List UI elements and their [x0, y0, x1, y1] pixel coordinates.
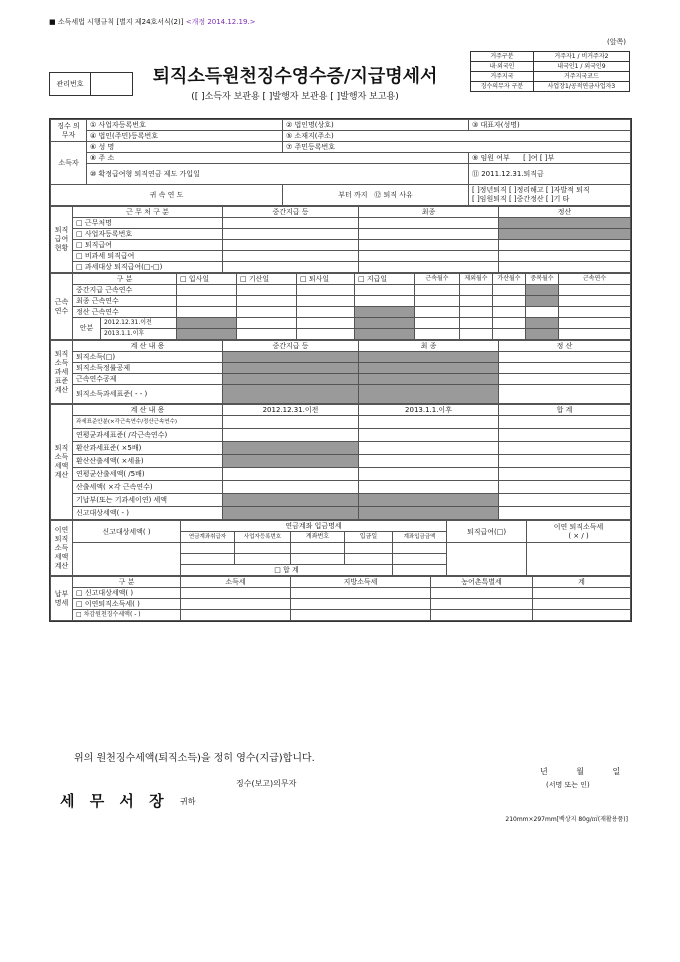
residency-box: [470, 51, 630, 92]
workplace-head-type: 근 무 처 구 분: [73, 207, 223, 218]
fixed-deduction-label: 퇴직소득정률공제: [73, 363, 223, 374]
cell[interactable]: [499, 363, 631, 374]
payment-withholding-label: □ 차감원천징수세액( - ): [73, 610, 181, 621]
belong-period[interactable]: [283, 185, 469, 206]
cell[interactable]: [345, 543, 393, 554]
nationality-value: 내국인1 / 외국인9: [533, 62, 629, 72]
form-reference: [49, 18, 256, 27]
cell[interactable]: [181, 543, 235, 554]
payment-head-local-tax: 지방소득세: [291, 577, 431, 588]
cell[interactable]: [493, 285, 526, 296]
country-row: [471, 72, 630, 82]
cell[interactable]: [393, 543, 447, 554]
cell[interactable]: [499, 468, 631, 481]
cell[interactable]: [499, 507, 631, 520]
payer-signature-label: 징수(보고)의무자: [236, 779, 297, 788]
cell[interactable]: [359, 416, 499, 429]
cell-shaded: [223, 507, 359, 520]
cell[interactable]: [237, 329, 297, 340]
issue-date[interactable]: 년 월 일: [540, 767, 621, 776]
cell-shaded: [526, 318, 559, 329]
cell[interactable]: [237, 307, 297, 318]
nationality-label: 내·외국인: [471, 62, 534, 72]
representative-field[interactable]: ③ 대표자(성명): [469, 120, 631, 131]
deferred-tax-title: 이연 퇴직소득세: [553, 522, 604, 531]
executive-options: [ ]여 [ ]부: [523, 154, 555, 162]
taxcalc-section-label: 퇴직 소득 세액 계산: [51, 405, 73, 520]
cell-shaded: [223, 442, 359, 455]
cell[interactable]: [223, 468, 359, 481]
cell[interactable]: [223, 229, 359, 240]
cell[interactable]: [559, 285, 631, 296]
payment-section-label: 납부 명세: [51, 577, 73, 621]
cell[interactable]: [527, 543, 631, 576]
pension-col-amount: 계좌입금금액: [393, 532, 447, 543]
cell[interactable]: [181, 588, 291, 599]
cell[interactable]: [393, 554, 447, 565]
cell[interactable]: [499, 385, 631, 404]
taxbase-section-label: 퇴직 소득 과세 표준 계산: [51, 341, 73, 404]
cell[interactable]: [359, 218, 499, 229]
cell[interactable]: [345, 554, 393, 565]
cell-shaded: [355, 329, 415, 340]
cell[interactable]: [223, 416, 359, 429]
cell[interactable]: [499, 251, 631, 262]
pension-join-date-field[interactable]: ⑩ 확정급여형 퇴직연금 제도 가입일: [87, 164, 469, 185]
residency-label: 거주구분: [471, 52, 534, 62]
cell-shaded: [223, 494, 359, 507]
taxcalc-row-label: 연평균산출세액( /5배): [73, 468, 223, 481]
taxable-pay-label: □ 과세대상 퇴직급여(□-□): [73, 262, 223, 273]
retire-reason-label: ⑫ 퇴직 사유: [374, 190, 413, 199]
deferred-section-label: 이연 퇴직 소득 세액 계산: [51, 521, 73, 576]
service-mid-label: 중간지급 근속연수: [73, 285, 177, 296]
cell[interactable]: [499, 262, 631, 273]
service-head-add: 가산월수: [493, 274, 526, 285]
retire-reason-row2: [ ]임원퇴직 [ ]중간정산 [ ]기 타: [472, 195, 570, 203]
recipient-address-field[interactable]: ⑧ 주 소: [87, 153, 469, 164]
cell[interactable]: [415, 296, 460, 307]
cell-shaded: [223, 455, 359, 468]
cell[interactable]: [493, 318, 526, 329]
cell-shaded: [359, 507, 499, 520]
taxcalc-row-label: 환산산출세액( ×세율): [73, 455, 223, 468]
belong-period-text: 부터 까지: [338, 190, 368, 199]
service-head-excl: 제외월수: [460, 274, 493, 285]
cell[interactable]: [493, 307, 526, 318]
cell[interactable]: [447, 543, 527, 576]
tax-office: 세 무 서 장: [60, 792, 169, 810]
service-final-label: 최종 근속연수: [73, 296, 177, 307]
cell-shaded: [526, 285, 559, 296]
taxcalc-section: [50, 404, 631, 520]
revision-date: <개정 2014.12.19.>: [185, 18, 256, 26]
cell[interactable]: [291, 588, 431, 599]
service-head-type: 구 분: [73, 274, 177, 285]
nontax-pay-label: □ 비과세 퇴직급여: [73, 251, 223, 262]
service-deduction-label: 근속연수공제: [73, 374, 223, 385]
cell-shaded: [177, 318, 237, 329]
cell[interactable]: [297, 329, 355, 340]
cell-shaded: [355, 307, 415, 318]
service-head-join: □ 입사일: [177, 274, 237, 285]
pension-col-provider: 연금계좌취급자: [181, 532, 235, 543]
cell[interactable]: [559, 329, 631, 340]
cell[interactable]: [460, 285, 493, 296]
retire-pay-label: □ 퇴직급여: [73, 240, 223, 251]
business-number-field[interactable]: ① 사업자등록번호: [87, 120, 283, 131]
workplace-head-mid: 중간지급 등: [223, 207, 359, 218]
cell-shaded: [223, 363, 359, 374]
party-section: [50, 119, 631, 206]
cell[interactable]: [73, 543, 181, 576]
payment-deferred-label: □ 이연퇴직소득세( ): [73, 599, 181, 610]
cell[interactable]: [431, 588, 533, 599]
cell[interactable]: [460, 296, 493, 307]
taxcalc-row-label: 신고대상세액( - ): [73, 507, 223, 520]
form-number: ■ 소득세법 시행규칙 [별지 제24호서식(2)]: [49, 18, 184, 26]
cell[interactable]: [499, 352, 631, 363]
pension-col-bizno: 사업자등록번호: [235, 532, 291, 543]
pension-col-date: 입금일: [345, 532, 393, 543]
cell[interactable]: [223, 481, 359, 494]
pension-col-account: 계좌번호: [291, 532, 345, 543]
corp-number-field[interactable]: ④ 법인(주민)등록번호: [87, 131, 283, 142]
taxcalc-head-after: 2013.1.1.이후: [359, 405, 499, 416]
service-split-label: 안분: [73, 318, 101, 340]
cell[interactable]: [526, 307, 559, 318]
taxcalc-row-label: 산출세액( ×각 근속연수): [73, 481, 223, 494]
cell[interactable]: [237, 285, 297, 296]
country-value: 거주지국코드: [533, 72, 629, 82]
retire-reason-row1: [ ]정년퇴직 [ ]정리해고 [ ]자발적 퇴직: [472, 186, 590, 194]
cell[interactable]: [359, 429, 499, 442]
cell[interactable]: [291, 554, 345, 565]
taxbase-head-final: 최 종: [359, 341, 499, 352]
deferred-section: [50, 520, 631, 576]
taxbase-head-content: 계 산 내 용: [73, 341, 223, 352]
payer-type-row: [471, 82, 630, 92]
payment-head-total: 계: [533, 577, 631, 588]
cell[interactable]: [415, 307, 460, 318]
taxbase-head-settle: 정 산: [499, 341, 631, 352]
cell[interactable]: [297, 296, 355, 307]
cell[interactable]: [499, 455, 631, 468]
cell[interactable]: [181, 610, 291, 621]
cell[interactable]: [499, 494, 631, 507]
workplace-bizno-label: □ 사업자등록번호: [73, 229, 223, 240]
payment-section: [50, 576, 631, 621]
taxcalc-head-total: 합 계: [499, 405, 631, 416]
cell[interactable]: [559, 296, 631, 307]
cell[interactable]: [177, 285, 237, 296]
deferred-report-tax-label: 신고대상세액( ): [73, 521, 181, 543]
cell[interactable]: [359, 251, 499, 262]
belong-year-field[interactable]: 귀 속 연 도: [51, 185, 283, 206]
cell[interactable]: [499, 374, 631, 385]
workplace-name-label: □ 근무처명: [73, 218, 223, 229]
cell[interactable]: [359, 229, 499, 240]
cell-shaded: [223, 374, 359, 385]
cell[interactable]: [223, 262, 359, 273]
taxcalc-head-before: 2012.12.31.이전: [223, 405, 359, 416]
cell-shaded: [177, 329, 237, 340]
service-settle-label: 정산 근속연수: [73, 307, 177, 318]
payer-type-label: 징수의무자 구분: [471, 82, 534, 92]
cell[interactable]: [431, 599, 533, 610]
cell[interactable]: [493, 329, 526, 340]
service-head-months: 근속월수: [415, 274, 460, 285]
cell[interactable]: [223, 429, 359, 442]
cell-shaded: [526, 329, 559, 340]
cell[interactable]: [460, 329, 493, 340]
cell[interactable]: [223, 218, 359, 229]
page-side: (앞쪽): [607, 38, 626, 46]
taxcalc-row-label: 과세표준안분(×각근속연수/정산근속연수): [73, 416, 223, 429]
cell[interactable]: [359, 481, 499, 494]
cell-shaded: [359, 385, 499, 404]
cell[interactable]: [493, 296, 526, 307]
service-section: [50, 273, 631, 340]
form-body: [49, 118, 632, 622]
workplace-section: [50, 206, 631, 273]
company-name-field[interactable]: ② 법인명(상호): [283, 120, 469, 131]
cell[interactable]: [393, 565, 447, 576]
split-after-label: 2013.1.1.이후: [101, 329, 177, 340]
cell[interactable]: [291, 543, 345, 554]
cell[interactable]: [237, 318, 297, 329]
service-head-years: 근속연수: [559, 274, 631, 285]
split-before-label: 2012.12.31.이전: [101, 318, 177, 329]
taxcalc-row-label: 연평균과세표준( /각근속연수): [73, 429, 223, 442]
workplace-section-label: 퇴직 급여 현황: [51, 207, 73, 273]
cell[interactable]: [559, 307, 631, 318]
payer-address-field[interactable]: ⑤ 소재지(주소): [283, 131, 631, 142]
executive-label: ⑨ 임원 여부: [472, 154, 510, 162]
cell-shaded: [359, 494, 499, 507]
tax-base-label: 퇴직소득과세표준( - - ): [73, 385, 223, 404]
cell[interactable]: [181, 554, 235, 565]
cell-shaded: [359, 352, 499, 363]
recipient-name-field[interactable]: ⑥ 성 명: [87, 142, 283, 153]
taxbase-head-mid: 중간지급 등: [223, 341, 359, 352]
paper-spec: 210mm×297mm[백상지 80g/㎡(재활용품)]: [505, 816, 628, 823]
cell[interactable]: [177, 307, 237, 318]
service-head-retire: □ 퇴사일: [297, 274, 355, 285]
cell[interactable]: [181, 599, 291, 610]
cell[interactable]: [415, 318, 460, 329]
cell-shaded: [526, 296, 559, 307]
signature-field[interactable]: (서명 또는 인): [546, 781, 590, 789]
cell[interactable]: [559, 318, 631, 329]
taxcalc-row-label: 기납부(또는 기과세이연) 세액: [73, 494, 223, 507]
cell[interactable]: [499, 442, 631, 455]
deferred-total-label: □ 합 계: [181, 565, 393, 576]
retire-income-label: 퇴직소득(□): [73, 352, 223, 363]
payment-head-income-tax: 소득세: [181, 577, 291, 588]
cell[interactable]: [460, 318, 493, 329]
cell[interactable]: [499, 481, 631, 494]
executive-field[interactable]: [469, 153, 631, 164]
cell[interactable]: [291, 599, 431, 610]
taxcalc-head-content: 계 산 내 용: [73, 405, 223, 416]
service-head-pay: □ 지급일: [355, 274, 415, 285]
cell-shaded: [359, 374, 499, 385]
payment-head-rural-tax: 농어촌특별세: [431, 577, 533, 588]
cell[interactable]: [499, 429, 631, 442]
cell[interactable]: [291, 610, 431, 621]
service-head-dup: 중복월수: [526, 274, 559, 285]
cell[interactable]: [533, 599, 631, 610]
cell[interactable]: [355, 296, 415, 307]
cell[interactable]: [177, 296, 237, 307]
cell[interactable]: [431, 610, 533, 621]
addressee-suffix: 귀하: [180, 797, 196, 806]
workplace-head-settle: 정산: [499, 207, 631, 218]
service-section-label: 근속 연수: [51, 274, 73, 340]
recipient-section-label: 소득자: [51, 142, 87, 185]
cell[interactable]: [297, 307, 355, 318]
deferred-tax-formula: ( × / ): [568, 531, 589, 540]
pension-account-group: 연금계좌 입금명세: [181, 521, 447, 532]
cell[interactable]: [359, 240, 499, 251]
receipt-statement: 위의 원천징수세액(퇴직소득)을 정히 영수(지급)합니다.: [74, 753, 315, 764]
cell[interactable]: [359, 468, 499, 481]
cell[interactable]: [359, 455, 499, 468]
cell-shaded: [355, 318, 415, 329]
form-subtitle: ([ ]소득자 보관용 [ ]발행자 보관용 [ ]발행자 보고용): [191, 92, 399, 102]
cell-shaded: [499, 218, 631, 229]
cell[interactable]: [235, 543, 291, 554]
cell[interactable]: [499, 416, 631, 429]
service-head-start: □ 기산일: [237, 274, 297, 285]
cell[interactable]: [355, 285, 415, 296]
retirement-2011-field[interactable]: ⑪ 2011.12.31.퇴직금: [469, 164, 631, 185]
cell[interactable]: [499, 240, 631, 251]
cell[interactable]: [297, 285, 355, 296]
cell[interactable]: [533, 610, 631, 621]
cell[interactable]: [460, 307, 493, 318]
cell-shaded: [359, 363, 499, 374]
cell[interactable]: [223, 251, 359, 262]
cell[interactable]: [415, 285, 460, 296]
registry-number-box: [49, 72, 133, 96]
resident-number-field[interactable]: ⑦ 주민등록번호: [283, 142, 631, 153]
payment-report-label: □ 신고대상세액( ): [73, 588, 181, 599]
cell-shaded: [223, 385, 359, 404]
nationality-row: [471, 62, 630, 72]
taxcalc-row-label: 환산과세표준( ×5배): [73, 442, 223, 455]
retire-reason-options[interactable]: [469, 185, 631, 206]
cell-shaded: [223, 352, 359, 363]
cell[interactable]: [237, 296, 297, 307]
cell[interactable]: [223, 240, 359, 251]
payment-head-type: 구 분: [73, 577, 181, 588]
payer-type-value: 사업장1/공적연금사업자3: [533, 82, 629, 92]
deferred-tax-label: [527, 521, 631, 543]
payer-section-label: 징수 의무자: [51, 120, 87, 142]
cell[interactable]: [235, 554, 291, 565]
cell-shaded: [499, 229, 631, 240]
workplace-head-final: 최종: [359, 207, 499, 218]
cell[interactable]: [359, 262, 499, 273]
cell[interactable]: [533, 588, 631, 599]
residency-value: 거주자1 / 비거주자2: [533, 52, 629, 62]
residency-row: [471, 52, 630, 62]
registry-number-label: 관리번호: [50, 73, 91, 95]
deferred-retire-pay-label: 퇴직급여(□): [447, 521, 527, 543]
taxbase-section: [50, 340, 631, 404]
cell[interactable]: [297, 318, 355, 329]
cell[interactable]: [415, 329, 460, 340]
country-label: 거주지국: [471, 72, 534, 82]
cell[interactable]: [359, 442, 499, 455]
form-title: 퇴직소득원천징수영수증/지급명세서: [152, 66, 438, 87]
